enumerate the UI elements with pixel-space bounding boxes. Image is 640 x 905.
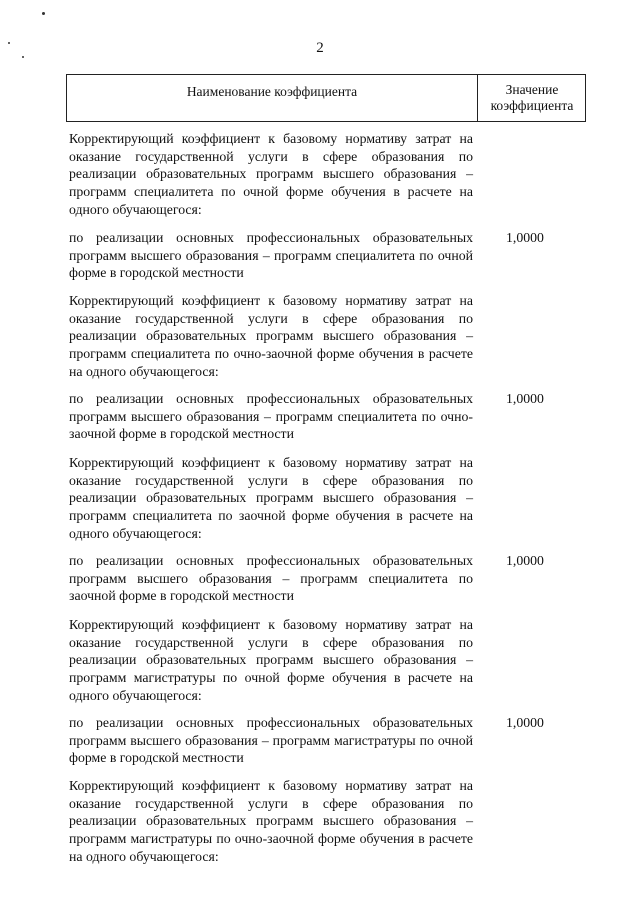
row-text: Корректирующий коэффициент к базовому нормативу затрат на оказание государственной услуги в сфере образования по реализации образовательных программ высшего образования – программ специалитета по заочной форме обучения в расчете на одного обучающегося: bbox=[69, 455, 473, 541]
row-text: Корректирующий коэффициент к базовому нормативу затрат на оказание государственной услуги в сфере образования по реализации образовательных программ высшего образования – программ специалитета по очно-заочной форме обучения в расчете на одного обучающегося: bbox=[69, 293, 473, 379]
header-name-cell: Наименование коэффициента bbox=[186, 84, 358, 99]
row-value: 1,0000 bbox=[506, 230, 544, 245]
header-value-cell bbox=[478, 75, 586, 121]
header-value-line1: Значение bbox=[505, 82, 559, 97]
coefficient-value-row bbox=[69, 229, 589, 282]
page-number: 2 bbox=[316, 40, 324, 56]
coefficient-value-row bbox=[69, 552, 589, 605]
row-text: Корректирующий коэффициент к базовому нормативу затрат на оказание государственной услуги в сфере образования по реализации образовательных программ высшего образования – программ специалитета по очной форме обучения в расчете на одного обучающегося: bbox=[69, 131, 473, 217]
row-text: по реализации основных профессиональных образовательных программ высшего образования – программ специалитета по очной форме в городской местности bbox=[69, 230, 473, 281]
row-text: по реализации основных профессиональных образовательных программ высшего образования – программ магистратуры по очной форме в городской местности bbox=[69, 715, 473, 766]
row-text: по реализации основных профессиональных образовательных программ высшего образования – программ специалитета по очно-заочной форме в городской местности bbox=[69, 391, 473, 442]
coefficient-heading-row bbox=[69, 616, 589, 705]
row-text: Корректирующий коэффициент к базовому нормативу затрат на оказание государственной услуги в сфере образования по реализации образовательных программ высшего образования – программ магистратуры по очно-заочной форме обучения в расчете на одного обучающегося: bbox=[69, 778, 473, 864]
row-value: 1,0000 bbox=[506, 553, 544, 568]
row-value: 1,0000 bbox=[506, 391, 544, 406]
table-header bbox=[66, 74, 586, 122]
header-value-line2: коэффициента bbox=[490, 98, 574, 113]
coefficient-heading-row bbox=[69, 130, 589, 219]
coefficient-heading-row bbox=[69, 777, 589, 866]
row-text: по реализации основных профессиональных образовательных программ высшего образования – программ специалитета по заочной форме в городской местности bbox=[69, 553, 473, 604]
row-text: Корректирующий коэффициент к базовому нормативу затрат на оказание государственной услуги в сфере образования по реализации образовательных программ высшего образования – программ магистратуры по очной форме обучения в расчете на одного обучающегося: bbox=[69, 617, 473, 703]
coefficient-value-row bbox=[69, 714, 589, 767]
row-value: 1,0000 bbox=[506, 715, 544, 730]
coefficient-value-row bbox=[69, 390, 589, 443]
coefficient-heading-row bbox=[69, 454, 589, 543]
coefficient-heading-row bbox=[69, 292, 589, 381]
scan-speck bbox=[42, 12, 45, 15]
